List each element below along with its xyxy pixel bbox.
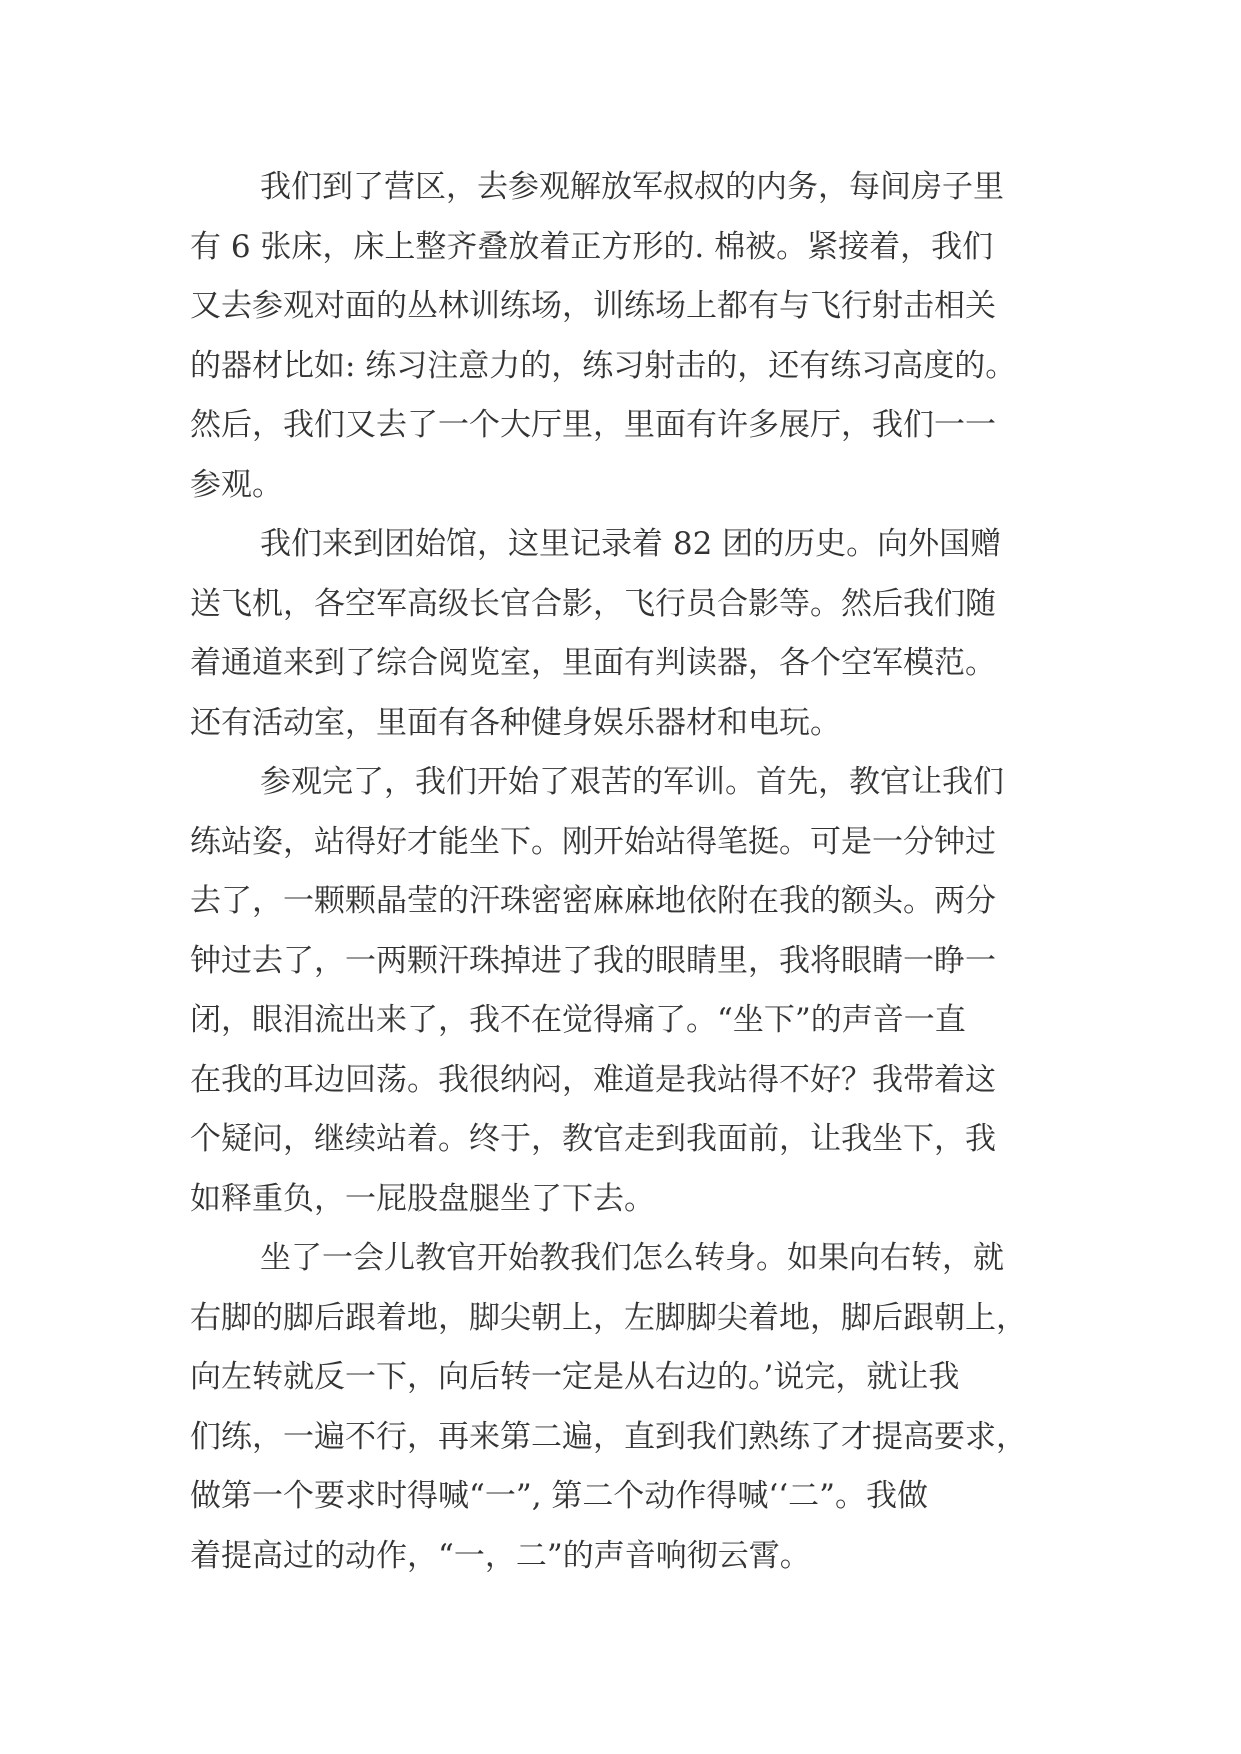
text-line: 有 6 张床，床上整齐叠放着正方形的. 棉被。紧接着，我们	[190, 228, 994, 265]
text-line: 钟过去了，一两颗汗珠掉进了我的眼睛里，我将眼睛一睁一	[190, 942, 996, 979]
text-line: 然后，我们又去了一个大厅里，里面有许多展厅，我们一一	[190, 407, 996, 443]
text-line: 的器材比如: 练习注意力的，练习射击的，还有练习高度的。	[190, 347, 1017, 384]
text-line: 我们到了营区，去参观解放军叔叔的内务，每间房子里	[260, 169, 1004, 205]
text-line: 做第一个要求时得喊“一”, 第二个动作得喊‘‘二”。我做	[190, 1478, 928, 1514]
text-line: 坐了一会儿教官开始教我们怎么转身。如果向右转，就	[260, 1240, 1004, 1276]
paragraph-1	[190, 158, 1070, 515]
text-line: 闭，眼泪流出来了，我不在觉得痛了。“坐下”的声音一直	[190, 1002, 966, 1038]
text-line: 在我的耳边回荡。我很纳闷，难道是我站得不好？我带着这	[190, 1061, 996, 1098]
paragraph-3	[190, 753, 1070, 1229]
text-line: 我们来到团始馆，这里记录着 82 团的历史。向外国赠	[260, 526, 1002, 562]
text-line: 送飞机，各空军高级长官合影，飞行员合影等。然后我们随	[190, 585, 996, 622]
text-line: 如释重负，一屁股盘腿坐了下去。	[190, 1180, 655, 1217]
paragraph-2	[190, 515, 1070, 753]
text-line: 参观完了，我们开始了艰苦的军训。首先，教官让我们	[260, 764, 1004, 800]
text-line: 着提高过的动作，“一，二”的声音响彻云霄。	[190, 1537, 811, 1574]
text-line: 向左转就反一下，向后转一定是从右边的。’说完，就让我	[190, 1359, 960, 1395]
document-body	[190, 158, 1070, 1586]
text-line: 们练，一遍不行，再来第二遍，直到我们熟练了才提高要求，	[190, 1418, 1027, 1455]
paragraph-4	[190, 1229, 1070, 1586]
text-line: 去了，一颗颗晶莹的汗珠密密麻麻地依附在我的额头。两分	[190, 883, 996, 919]
text-line: 又去参观对面的丛林训练场，训练场上都有与飞行射击相关	[190, 288, 996, 324]
text-line: 还有活动室，里面有各种健身娱乐器材和电玩。	[190, 704, 841, 741]
text-line: 参观。	[190, 466, 283, 503]
text-line: 着通道来到了综合阅览室，里面有判读器，各个空军模范。	[190, 645, 996, 681]
text-line: 练站姿，站得好才能坐下。刚开始站得笔挺。可是一分钟过	[190, 823, 996, 860]
text-line: 右脚的脚后跟着地，脚尖朝上，左脚脚尖着地，脚后跟朝上，	[190, 1299, 1027, 1336]
text-line: 个疑问，继续站着。终于，教官走到我面前，让我坐下，我	[190, 1121, 996, 1157]
